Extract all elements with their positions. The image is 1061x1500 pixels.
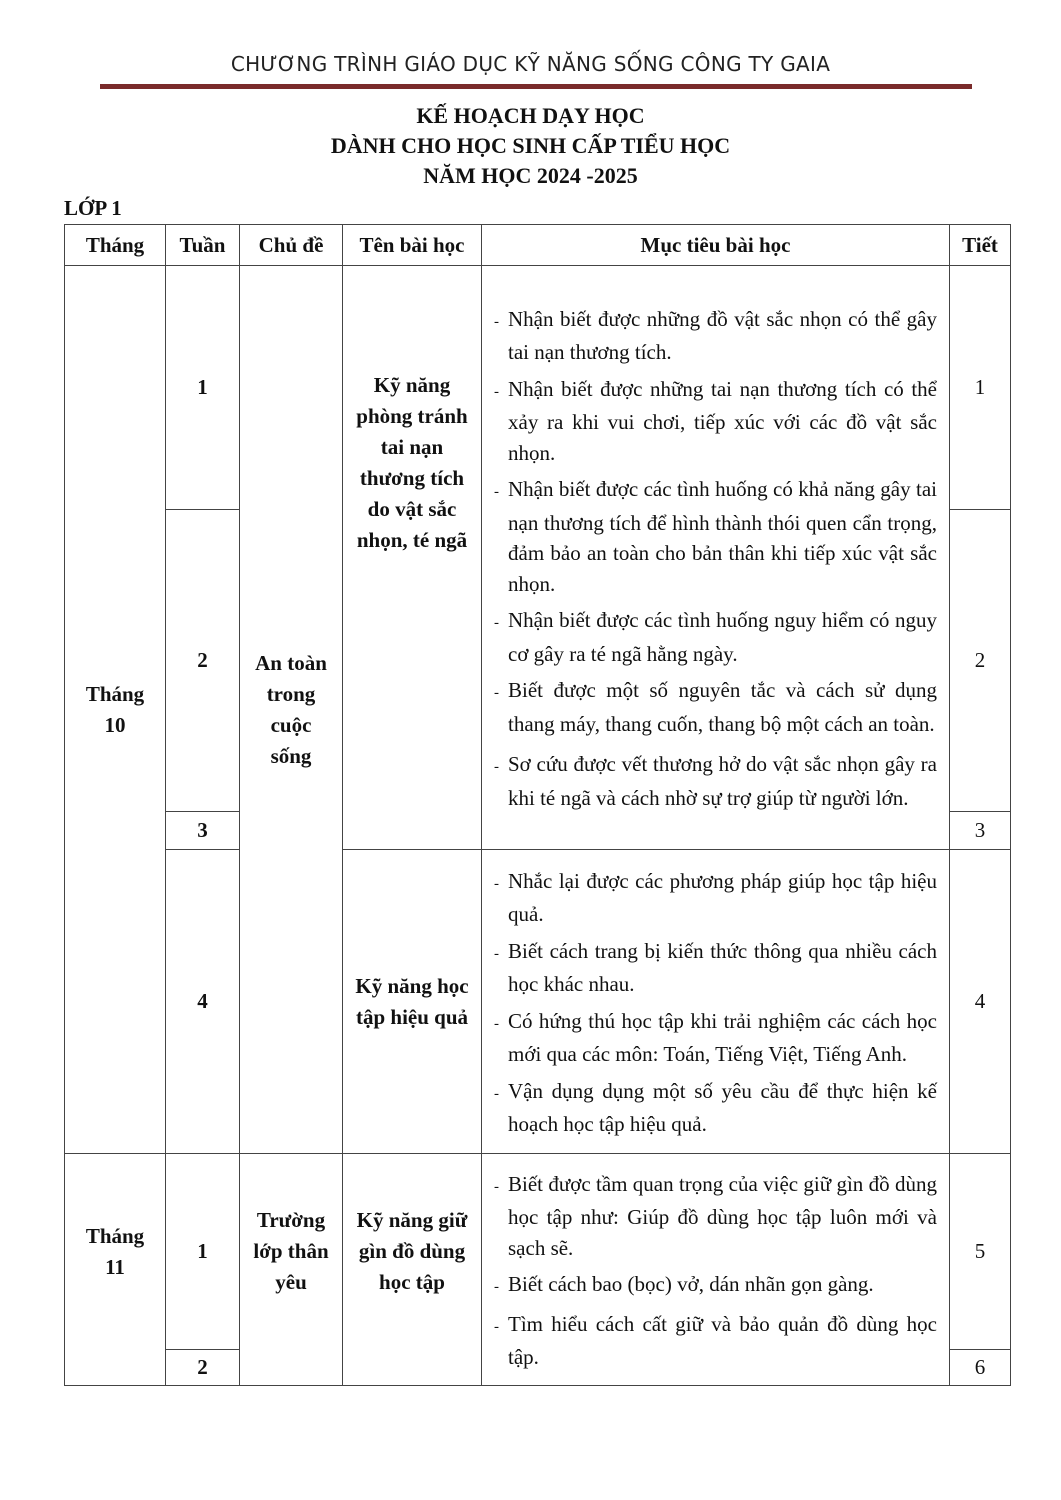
- header-period: Tiết: [950, 225, 1011, 266]
- objectives-cell: [482, 1154, 950, 1386]
- class-label: LỚP 1: [64, 196, 122, 220]
- objectives-cell: [482, 850, 950, 1154]
- week-cell: 3: [166, 812, 240, 850]
- plan-subtitle: DÀNH CHO HỌC SINH CẤP TIỂU HỌC: [330, 133, 731, 158]
- month-cell: Tháng 10: [65, 266, 166, 1154]
- week-cell: 2: [166, 1350, 240, 1386]
- objective-item: - Biết cách trang bị kiến thức thông qua nhiều cách học khác nhau.: [494, 938, 937, 996]
- table-row: [65, 850, 1011, 1154]
- month-cell: Tháng 11: [65, 1154, 166, 1386]
- table-row: [65, 266, 1011, 510]
- header-month: Tháng: [65, 225, 166, 266]
- period-cell: 3: [950, 812, 1011, 850]
- objective-item: - Tìm hiểu cách cất giữ và bảo quản đồ dùng học tập.: [494, 1311, 937, 1369]
- period-cell: 5: [950, 1154, 1011, 1350]
- week-cell: 4: [166, 850, 240, 1154]
- objective-item: - Nhắc lại được các phương pháp giúp học tập hiệu quả.: [494, 868, 937, 926]
- objective-item: - Biết được tầm quan trọng của việc giữ gìn đồ dùng học tập như: Giúp đồ dùng học tập luôn mới và sạch sẽ.: [494, 1171, 937, 1260]
- table-header-row: [65, 225, 1011, 266]
- program-header: CHƯƠNG TRÌNH GIÁO DỤC KỸ NĂNG SỐNG CÔNG TY GAIA: [230, 52, 831, 76]
- week-cell: 2: [166, 510, 240, 812]
- plan-title: KẾ HOẠCH DẠY HỌC: [416, 103, 645, 128]
- header-week: Tuần: [166, 225, 240, 266]
- header-topic: Chủ đề: [240, 225, 343, 266]
- objective-item: - Nhận biết được các tình huống nguy hiểm có nguy cơ gây ra té ngã hằng ngày.: [494, 608, 937, 666]
- objective-item: - Biết cách bao (bọc) vở, dán nhãn gọn gàng.: [494, 1272, 874, 1296]
- objective-item: - Nhận biết được những tai nạn thương tích có thể xảy ra khi vui chơi, tiếp xúc với các đồ vật sắc nhọn.: [494, 376, 937, 465]
- header-objectives: Mục tiêu bài học: [482, 225, 950, 266]
- objective-item: - Có hứng thú học tập khi trải nghiệm các cách học mới qua các môn: Toán, Tiếng Việt, Tiếng Anh.: [494, 1008, 937, 1066]
- period-cell: 1: [950, 266, 1011, 510]
- period-cell: 4: [950, 850, 1011, 1154]
- topic-cell: Trường lớp thân yêu: [240, 1154, 343, 1386]
- period-cell: 6: [950, 1350, 1011, 1386]
- objective-item: - Sơ cứu được vết thương hở do vật sắc nhọn gây ra khi té ngã và cách nhờ sự trợ giúp từ người lớn.: [494, 752, 937, 810]
- objective-item: - Nhận biết được những đồ vật sắc nhọn có thể gây tai nạn thương tích.: [494, 306, 937, 365]
- objective-item: - Nhận biết được các tình huống có khả năng gây tai nạn thương tích để hình thành thói quen cẩn trọng, đảm bảo an toàn cho bản thân khi tiếp xúc vật sắc nhọn.: [494, 477, 937, 596]
- lesson-name-cell: Kỹ năng học tập hiệu quả: [343, 850, 482, 1154]
- header-divider: [100, 84, 972, 89]
- week-cell: 1: [166, 266, 240, 510]
- school-year: NĂM HỌC 2024 -2025: [423, 163, 638, 188]
- table-row: [65, 1154, 1011, 1350]
- lesson-name-cell: Kỹ năng giữ gìn đồ dùng học tập: [343, 1154, 482, 1386]
- objective-item: - Vận dụng dụng một số yêu cầu để thực hiện kế hoạch học tập hiệu quả.: [494, 1078, 937, 1136]
- objective-item: - Biết được một số nguyên tắc và cách sử dụng thang máy, thang cuốn, thang bộ một cách an toàn.: [494, 678, 937, 736]
- header-lesson-name: Tên bài học: [343, 225, 482, 266]
- lesson-plan-table: [64, 224, 1011, 1386]
- lesson-name-cell: Kỹ năng phòng tránh tai nạn thương tích do vật sắc nhọn, té ngã: [343, 266, 482, 850]
- objectives-cell: [482, 266, 950, 850]
- week-cell: 1: [166, 1154, 240, 1350]
- topic-cell: An toàn trong cuộc sống: [240, 266, 343, 1154]
- period-cell: 2: [950, 510, 1011, 812]
